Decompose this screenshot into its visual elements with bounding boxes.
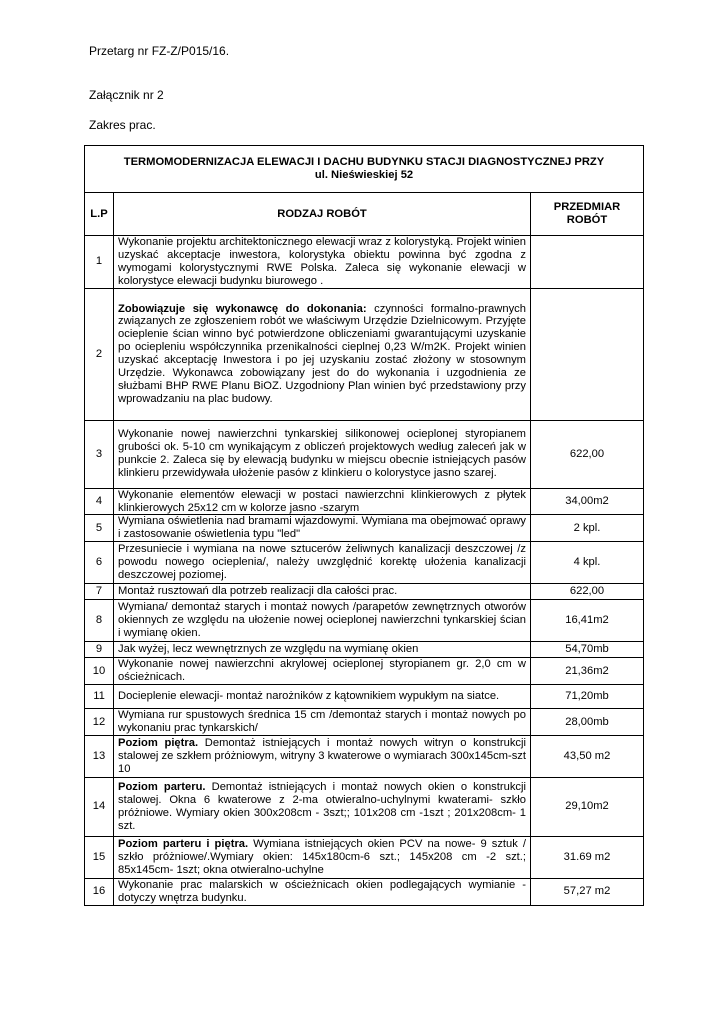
row-description <box>114 642 531 658</box>
row-quantity: 71,20mb <box>531 685 644 709</box>
row-description <box>114 515 531 542</box>
row-description-text: Docieplenie elewacji- montaż narożników z kątownikiem wypukłym na siatce. <box>118 690 500 703</box>
table-row <box>85 658 644 685</box>
row-quantity <box>531 236 644 289</box>
row-description-bold: Poziom piętra. <box>118 737 199 750</box>
table-row <box>85 777 644 836</box>
row-number: 9 <box>85 642 114 658</box>
row-quantity: 2 kpl. <box>531 515 644 542</box>
row-description-text: Wymiana oświetlenia nad bramami wjazdowymi. Wymiana ma obejmować oprawy i zastosowanie oświetlenia typu "led" <box>118 515 526 541</box>
table-title <box>85 146 644 193</box>
table-row <box>85 288 644 420</box>
row-quantity: 622,00 <box>531 420 644 488</box>
row-number: 10 <box>85 658 114 685</box>
row-quantity: 31.69 m2 <box>531 836 644 878</box>
row-description-text: Wykonanie nowej nawierzchni tynkarskiej silikonowej ocieplonej styropianem grubości ok. 5-10 cm wynikającym z obliczeń projektowych według zaleceń jak w punkcie 2. Zaleca się by elewacją budynku w miejscu obecnie istniejących pasów klinkieru przewidywała ułożenie pasów z klinkieru o kolorystyce jasno szarej. <box>118 428 526 480</box>
row-description-text: Wykonanie nowej nawierzchni akrylowej ocieplonej styropianem gr. 2,0 cm w ościeżnicach. <box>118 658 526 684</box>
row-description-text: Montaż rusztowań dla potrzeb realizacji dla całości prac. <box>118 585 398 598</box>
row-number: 4 <box>85 488 114 515</box>
row-description <box>114 777 531 836</box>
row-description <box>114 836 531 878</box>
row-number: 8 <box>85 600 114 642</box>
table-title-line2: ul. Nieświeskiej 52 <box>314 169 414 181</box>
table-row <box>85 600 644 642</box>
row-description <box>114 584 531 600</box>
row-number: 3 <box>85 420 114 488</box>
row-number: 1 <box>85 236 114 289</box>
table-row <box>85 420 644 488</box>
row-description-text: Wykonanie prac malarskich w ościeżnicach okien podlegających wymianie - dotyczy wnętrza budynku. <box>118 878 526 904</box>
row-number: 2 <box>85 288 114 420</box>
row-description <box>114 488 531 515</box>
row-description-text: Przesuniecie i wymiana na nowe sztucerów żeliwnych kanalizacji deszczowej /z powodu nowego ocieplenia/, należy uwzględnić korektę ułożenia kanalizacji deszczowej poziomej. <box>118 543 526 582</box>
row-quantity: 29,10m2 <box>531 777 644 836</box>
row-description-text: Wykonanie elementów elewacji w postaci nawierzchni klinkierowych z płytek klinkierowych 25x12 cm w kolorze jasno -szarym <box>118 488 526 514</box>
table-title-row <box>85 146 644 193</box>
table-row <box>85 488 644 515</box>
row-quantity: 21,36m2 <box>531 658 644 685</box>
row-description-text: Wykonanie projektu architektonicznego elewacji wraz z kolorystyką. Projekt winien uzyskać akceptacje inwestora, kolorystyka obiektu powinna być zgodna z wymogami kolorystycznymi RWE Polska. Zaleca się wykonanie elewacji w kolorystyce elewacji budynku biurowego . <box>118 236 526 287</box>
column-header-row <box>85 193 644 236</box>
row-description-text: Demontaż istniejących i montaż nowych witryn o konstrukcji stalowej ze szkłem próżniowym, witryny 3 kwaterowe o wymiarach 300x145cm-szt 10 <box>118 737 526 775</box>
row-description-bold: Poziom parteru i piętra. <box>118 838 249 851</box>
row-quantity <box>531 288 644 420</box>
table-row <box>85 836 644 878</box>
row-description <box>114 236 531 289</box>
row-description-text: Wymiana/ demontaż starych i montaż nowych /parapetów zewnętrznych otworów okiennych ze względu na ułożenie nowej ocieplonej nawierzchni tynkarskiej ścian i wymianę okien. <box>118 601 526 640</box>
row-description <box>114 542 531 584</box>
table-row <box>85 236 644 289</box>
table-row <box>85 735 644 777</box>
row-description <box>114 685 531 709</box>
row-description <box>114 709 531 736</box>
row-description <box>114 288 531 420</box>
row-quantity: 4 kpl. <box>531 542 644 584</box>
row-quantity: 16,41m2 <box>531 600 644 642</box>
row-number: 7 <box>85 584 114 600</box>
attachment-label: Załącznik nr 2 <box>89 88 164 102</box>
row-description-text: Demontaż istniejących i montaż nowych okien o konstrukcji stalowej. Okna 6 kwaterowe z 2-ma otwieralno-uchylnymi kwaterami- szkło próżniowe. Wymiary okien 300x208cm - 3szt;; 101x208 cm -1szt ; 201x208cm- 1 szt. <box>118 781 526 832</box>
row-quantity: 54,70mb <box>531 642 644 658</box>
tender-number: Przetarg nr FZ-Z/P015/16. <box>89 44 230 58</box>
row-description <box>114 735 531 777</box>
scope-table <box>84 145 644 906</box>
table-row <box>85 878 644 905</box>
row-description <box>114 658 531 685</box>
row-quantity: 622,00 <box>531 584 644 600</box>
row-description-bold: Poziom parteru. <box>118 781 206 794</box>
row-description-text: Wymiana rur spustowych średnica 15 cm /demontaż starych i montaż nowych po wykonaniu prac tynkarskich/ <box>118 709 526 734</box>
row-number: 15 <box>85 836 114 878</box>
row-quantity: 57,27 m2 <box>531 878 644 905</box>
row-number: 6 <box>85 542 114 584</box>
column-header-quantity: PRZEDMIAR ROBÓT <box>531 193 644 236</box>
row-quantity: 34,00m2 <box>531 488 644 515</box>
row-description-text: Wymiana istniejących okien PCV na nowe- 9 sztuk / szkło próżniowe/.Wymiary okien: 145x180cm-6 szt.; 145x208 cm -2 szt.; 85x145cm- 1szt; okna otwieralno-uchylne <box>118 838 526 876</box>
table-title-line1: TERMOMODERNIZACJA ELEWACJI I DACHU BUDYNKU STACJI DIAGNOSTYCZNEJ PRZY <box>123 156 605 169</box>
table-row <box>85 642 644 658</box>
row-number: 16 <box>85 878 114 905</box>
row-number: 12 <box>85 709 114 736</box>
table-row <box>85 584 644 600</box>
row-number: 11 <box>85 685 114 709</box>
column-header-lp: L.P <box>85 193 114 236</box>
scope-label: Zakres prac. <box>89 118 156 132</box>
table-row <box>85 685 644 709</box>
row-number: 13 <box>85 735 114 777</box>
row-description <box>114 600 531 642</box>
row-description-text: czynności formalno-prawnych związanych ze zgłoszeniem robót we właściwym Urzędzie Dzielnicowym. Przyjęte ocieplenie ścian winno być potwierdzone obliczeniami gwarantującymi uzyskanie po ociepleniu współczynnika przenikalności cieplnej 0,23 W/m2K. Projekt winien uzyskać akceptację Inwestora i po jej uzyskaniu zostać złożony w stosownym Urzędzie. Wykonawca zobowiązany jest do do wykonania i uzgodnienia ze służbami BHP RWE Planu BiOZ. Uzgodniony Plan winien być przedstawiony przy wprowadzaniu na plac budowy. <box>118 302 526 405</box>
table-row <box>85 515 644 542</box>
row-description <box>114 420 531 488</box>
table-row <box>85 709 644 736</box>
row-number: 5 <box>85 515 114 542</box>
row-description-text: Jak wyżej, lecz wewnętrznych ze względu na wymianę okien <box>118 643 419 656</box>
row-quantity: 43,50 m2 <box>531 735 644 777</box>
table-row <box>85 542 644 584</box>
row-description-bold: Zobowiązuje się wykonawcę do dokonania: <box>118 302 367 315</box>
column-header-work-type: RODZAJ ROBÓT <box>114 193 531 236</box>
row-description <box>114 878 531 905</box>
row-quantity: 28,00mb <box>531 709 644 736</box>
row-number: 14 <box>85 777 114 836</box>
